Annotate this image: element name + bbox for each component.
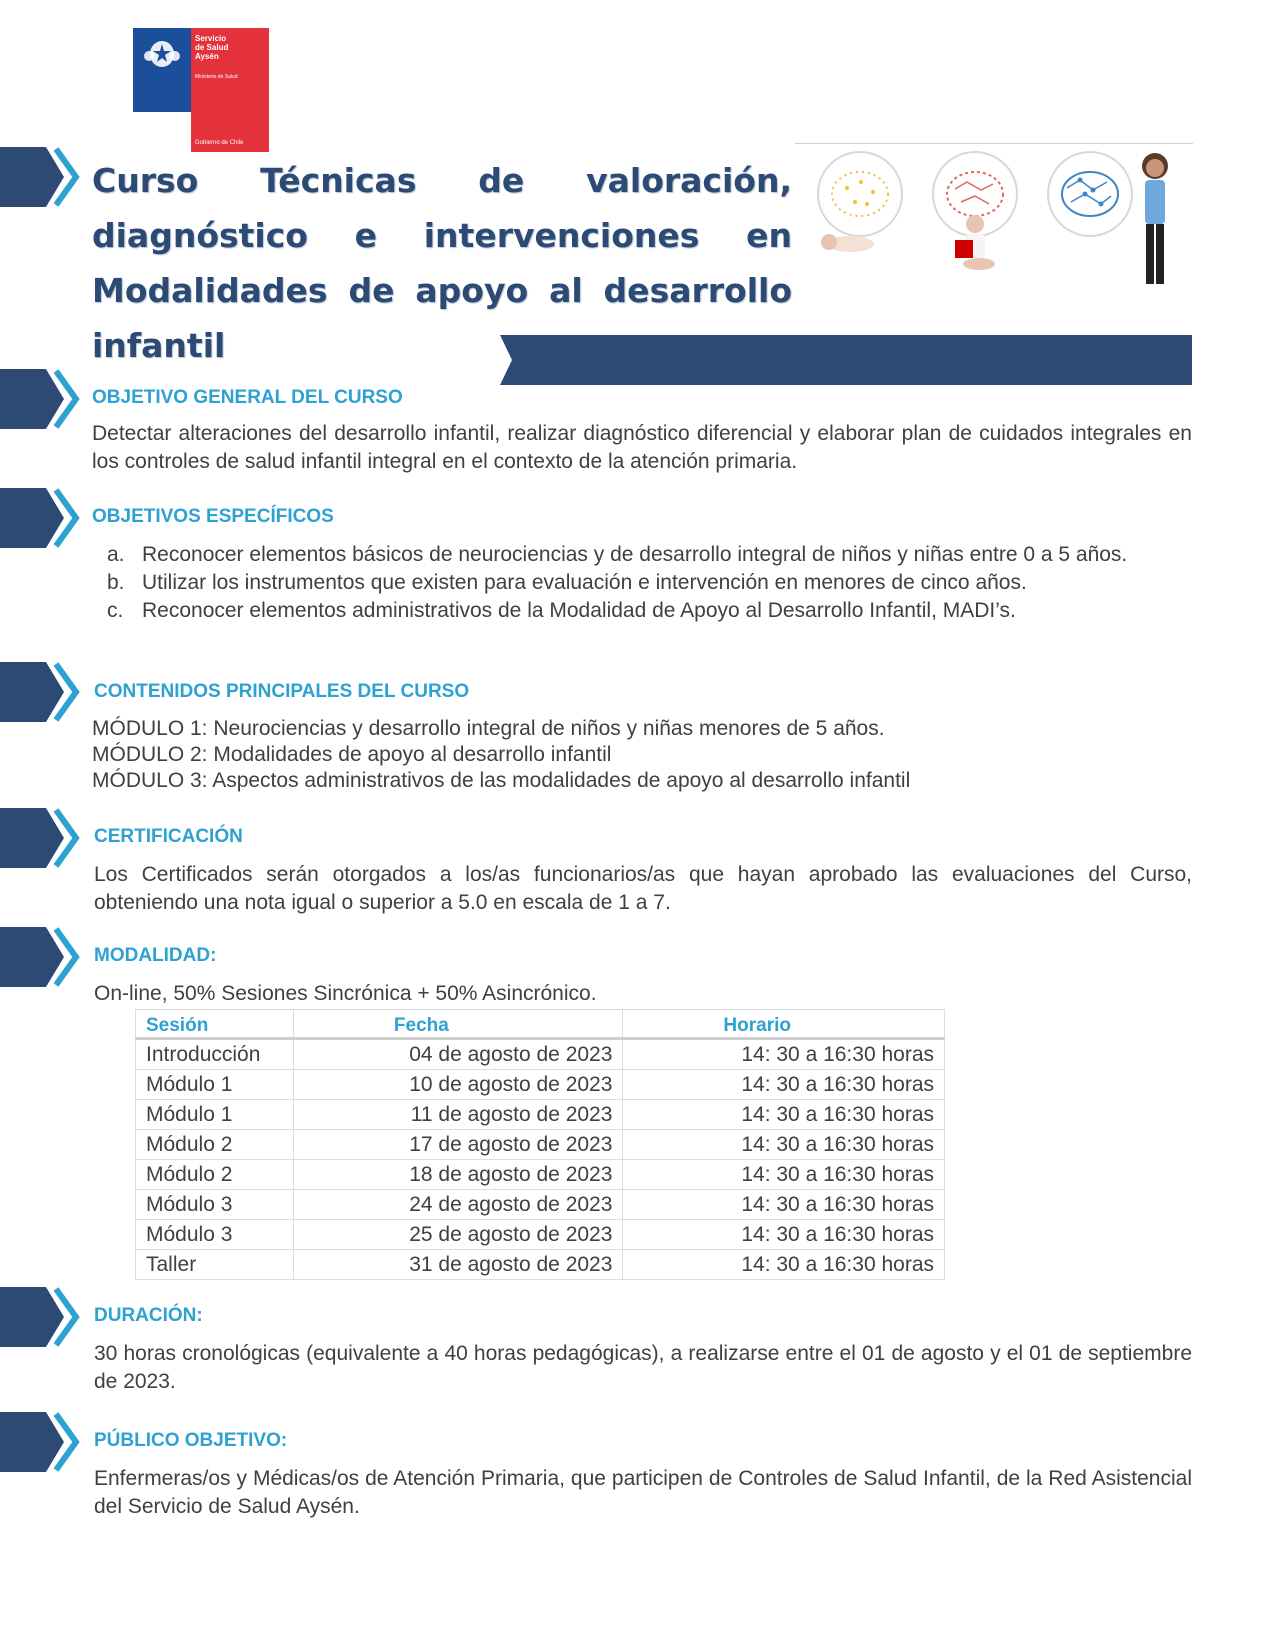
contenidos-modules [92, 716, 1192, 794]
header-fecha: Fecha [293, 1010, 623, 1039]
brain-circle-3 [1048, 152, 1132, 236]
certificacion-text: Los Certificados serán otorgados a los/as funcionarios/as que hayan aprobado las evaluaciones del Curso, obteniendo una nota igual o superior a 5.0 en escala de 1 a 7. [94, 863, 1192, 914]
schedule-table [135, 1009, 945, 1280]
header-horario: Horario [623, 1010, 945, 1039]
coat-of-arms-icon [141, 34, 183, 74]
brain-circle-1 [818, 152, 902, 236]
servicio-salud-aysen-logo [133, 28, 269, 152]
child-development-illustration [795, 144, 1193, 304]
title-chevron-icon [0, 145, 90, 209]
table-row: Taller 31 de agosto de 2023 14: 30 a 16:30 horas [136, 1250, 945, 1280]
contenidos-heading: CONTENIDOS PRINCIPALES DEL CURSO [94, 681, 470, 702]
table-row: Introducción 04 de agosto de 2023 14: 30 a 16:30 horas [136, 1039, 945, 1070]
table-row: Módulo 2 18 de agosto de 2023 14: 30 a 16:30 horas [136, 1160, 945, 1190]
list-item: c. Reconocer elementos administrativos de la Modalidad de Apoyo al Desarrollo Infantil, MADI’s. [107, 599, 1016, 622]
table-row: Módulo 1 11 de agosto de 2023 14: 30 a 16:30 horas [136, 1100, 945, 1130]
publico-chevron-icon [0, 1410, 90, 1474]
table-header-row [136, 1010, 945, 1039]
module-1: MÓDULO 1: Neurociencias y desarrollo integral de niños y niñas menores de 5 años. [92, 717, 885, 740]
modalidad-chevron-icon [0, 925, 90, 989]
course-title: Curso Técnicas de valoración, diagnóstico e intervenciones en Modalidades de apoyo al desarrollo infantil [92, 161, 792, 365]
objetivo-general-chevron-icon [0, 367, 90, 431]
objetivos-especificos-chevron-icon [0, 486, 90, 550]
duracion-chevron-icon [0, 1285, 90, 1349]
logo-name: Servicio de Salud Aysén [195, 34, 229, 61]
logo-ministerio: Ministerio de Salud [195, 74, 238, 80]
logo-gobierno: Gobierno de Chile [195, 140, 244, 146]
objetivos-especificos-list [92, 541, 1192, 625]
list-item: b. Utilizar los instrumentos que existen para evaluación e intervención en menores de cinco años. [107, 571, 1027, 594]
baby-figure [821, 234, 874, 252]
duracion-text: 30 horas cronológicas (equivalente a 40 horas pedagógicas), a realizarse entre el 01 de agosto y el 01 de septiembre de 2023. [94, 1342, 1192, 1393]
title-banner-bar [500, 335, 1192, 385]
duracion-heading: DURACIÓN: [94, 1305, 203, 1326]
module-2: MÓDULO 2: Modalidades de apoyo al desarrollo infantil [92, 743, 612, 766]
module-3: MÓDULO 3: Aspectos administrativos de las modalidades de apoyo al desarrollo infantil [92, 769, 911, 792]
certificacion-chevron-icon [0, 806, 90, 870]
header-sesion: Sesión [136, 1010, 294, 1039]
table-row: Módulo 1 10 de agosto de 2023 14: 30 a 16:30 horas [136, 1070, 945, 1100]
girl-figure [1142, 153, 1168, 284]
table-row: Módulo 3 25 de agosto de 2023 14: 30 a 16:30 horas [136, 1220, 945, 1250]
publico-heading: PÚBLICO OBJETIVO: [94, 1430, 288, 1451]
objetivo-general-text: Detectar alteraciones del desarrollo infantil, realizar diagnóstico diferencial y elaborar plan de cuidados integrales en los controles de salud infantil integral en el contexto de la atención primaria. [92, 422, 1192, 473]
table-row: Módulo 3 24 de agosto de 2023 14: 30 a 16:30 horas [136, 1190, 945, 1220]
publico-text: Enfermeras/os y Médicas/os de Atención Primaria, que participen de Controles de Salud Infantil, de la Red Asistencial del Servicio de Salud Aysén. [94, 1467, 1192, 1518]
modalidad-text: On-line, 50% Sesiones Sincrónica + 50% Asincrónico. [94, 982, 597, 1005]
list-item: a. Reconocer elementos básicos de neurociencias y de desarrollo integral de niños y niñas entre 0 a 5 años. [107, 543, 1128, 566]
certificacion-heading: CERTIFICACIÓN [94, 826, 243, 847]
contenidos-chevron-icon [0, 660, 90, 724]
modalidad-heading: MODALIDAD: [94, 945, 217, 966]
objetivos-especificos-heading: OBJETIVOS ESPECÍFICOS [92, 506, 334, 527]
table-row: Módulo 2 17 de agosto de 2023 14: 30 a 16:30 horas [136, 1130, 945, 1160]
objetivo-general-heading: OBJETIVO GENERAL DEL CURSO [92, 387, 403, 408]
